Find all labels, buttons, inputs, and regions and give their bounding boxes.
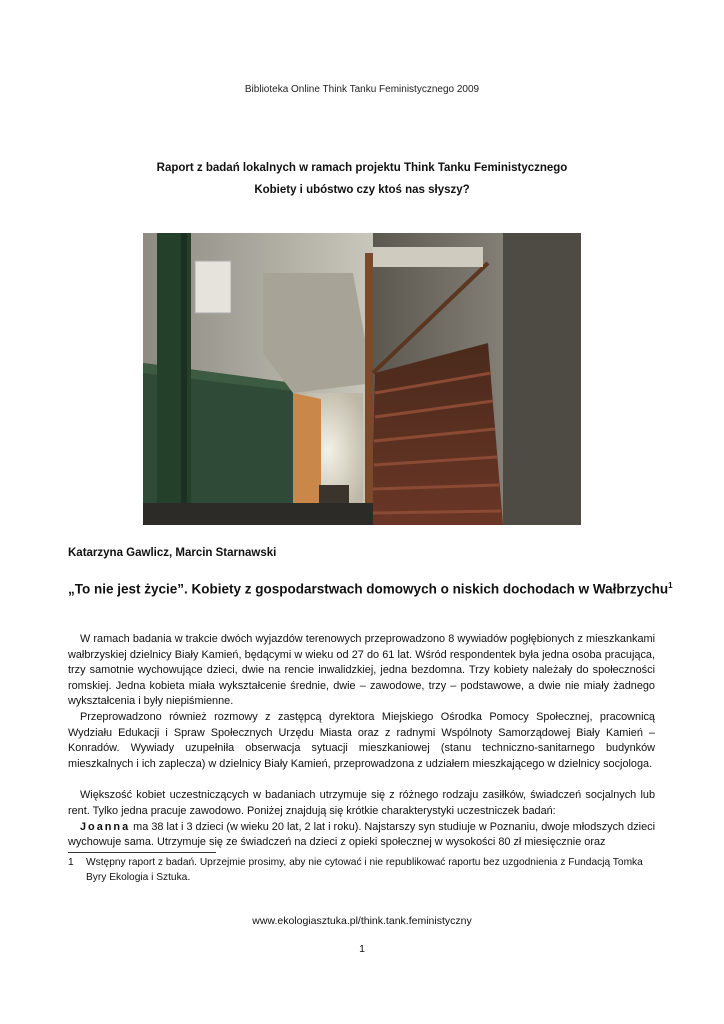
footnote-separator (68, 852, 216, 853)
page-header: Biblioteka Online Think Tanku Feministycznego 2009 (244, 84, 480, 95)
footnote (68, 855, 655, 885)
footnote-number: 1 (68, 857, 74, 868)
report-title-line2: Kobiety i ubóstwo czy ktoś nas słyszy? (254, 184, 470, 196)
footer-url[interactable]: www.ekologiasztuka.pl/think.tank.feministyczny (252, 915, 472, 927)
article-authors: Katarzyna Gawlicz, Marcin Starnawski (68, 547, 277, 559)
article-body (68, 632, 655, 851)
footnote-text: Wstępny raport z badań. Uprzejmie prosimy, aby nie cytować i nie republikować raportu bez uzgodnienia z Fundacją Tomka Byry Ekologia i Sztuka. (86, 857, 643, 883)
paragraph-participants: Większość kobiet uczestniczących w badaniach utrzymuje się z różnego rodzaju zasiłków, świadczeń socjalnych lub rent. Tylko jedna pracuje zawodowo. Poniżej znajdują się krótkie charakterystyki uczestniczek badań: (68, 789, 655, 817)
footnote-reference[interactable]: 1 (668, 581, 673, 590)
article-title (68, 581, 673, 597)
paragraph-joanna (68, 820, 655, 851)
page-number: 1 (359, 943, 365, 955)
report-title-line1: Raport z badań lokalnych w ramach projektu Think Tanku Feministycznego (156, 162, 568, 174)
report-title (0, 157, 724, 201)
stairwell-photo (143, 233, 581, 525)
article-title-text: „To nie jest życie”. Kobiety z gospodarstwach domowych o niskich dochodach w Wałbrzychu (68, 581, 669, 597)
participant-description: ma 38 lat i 3 dzieci (w wieku 20 lat, 2 lat i roku). Najstarszy syn studiuje w Poznaniu, dwoje młodszych dzieci wychowuje sama. Utrzymuje się ze świadczeń na dzieci z opieki społecznej w wysokości 80 zł miesięcznie oraz (68, 820, 655, 849)
paragraph-method: W ramach badania w trakcie dwóch wyjazdów terenowych przeprowadzono 8 wywiadów pogłębionych z mieszkankami wałbrzyskiej dzielnicy Biały Kamień, będącymi w wieku od 27 do 61 lat. Wśród respondentek była jedna osoba pracująca, trzy samotnie wychowujące dzieci, dwie na rencie inwalidzkiej, jedna bezdomna. Trzy kobiety należały do społeczności romskiej. Jedna kobieta miała wykształcenie średnie, dwie – zawodowe, trzy – podstawowe, a dwie nie miały żadnego wykształcenia i były niepiśmienne. (68, 633, 655, 708)
participant-name: Joanna (80, 820, 131, 833)
paragraph-interviews: Przeprowadzono również rozmowy z zastępcą dyrektora Miejskiego Ośrodka Pomocy Społecznej, pracownicą Wydziału Edukacji i Spraw Społecznych Urzędu Miasta oraz z radnymi Wspólnoty Samorządowej Biały Kamień – Konradów. Wywiady uzupełniła obserwacja sytuacji mieszkaniowej (stanu techniczno-sanitarnego budynków mieszkalnych i ich zaplecza) w dzielnicy Biały Kamień, przeprowadzona z udziałem mieszkającego w dzielnicy socjologa. (68, 710, 655, 770)
